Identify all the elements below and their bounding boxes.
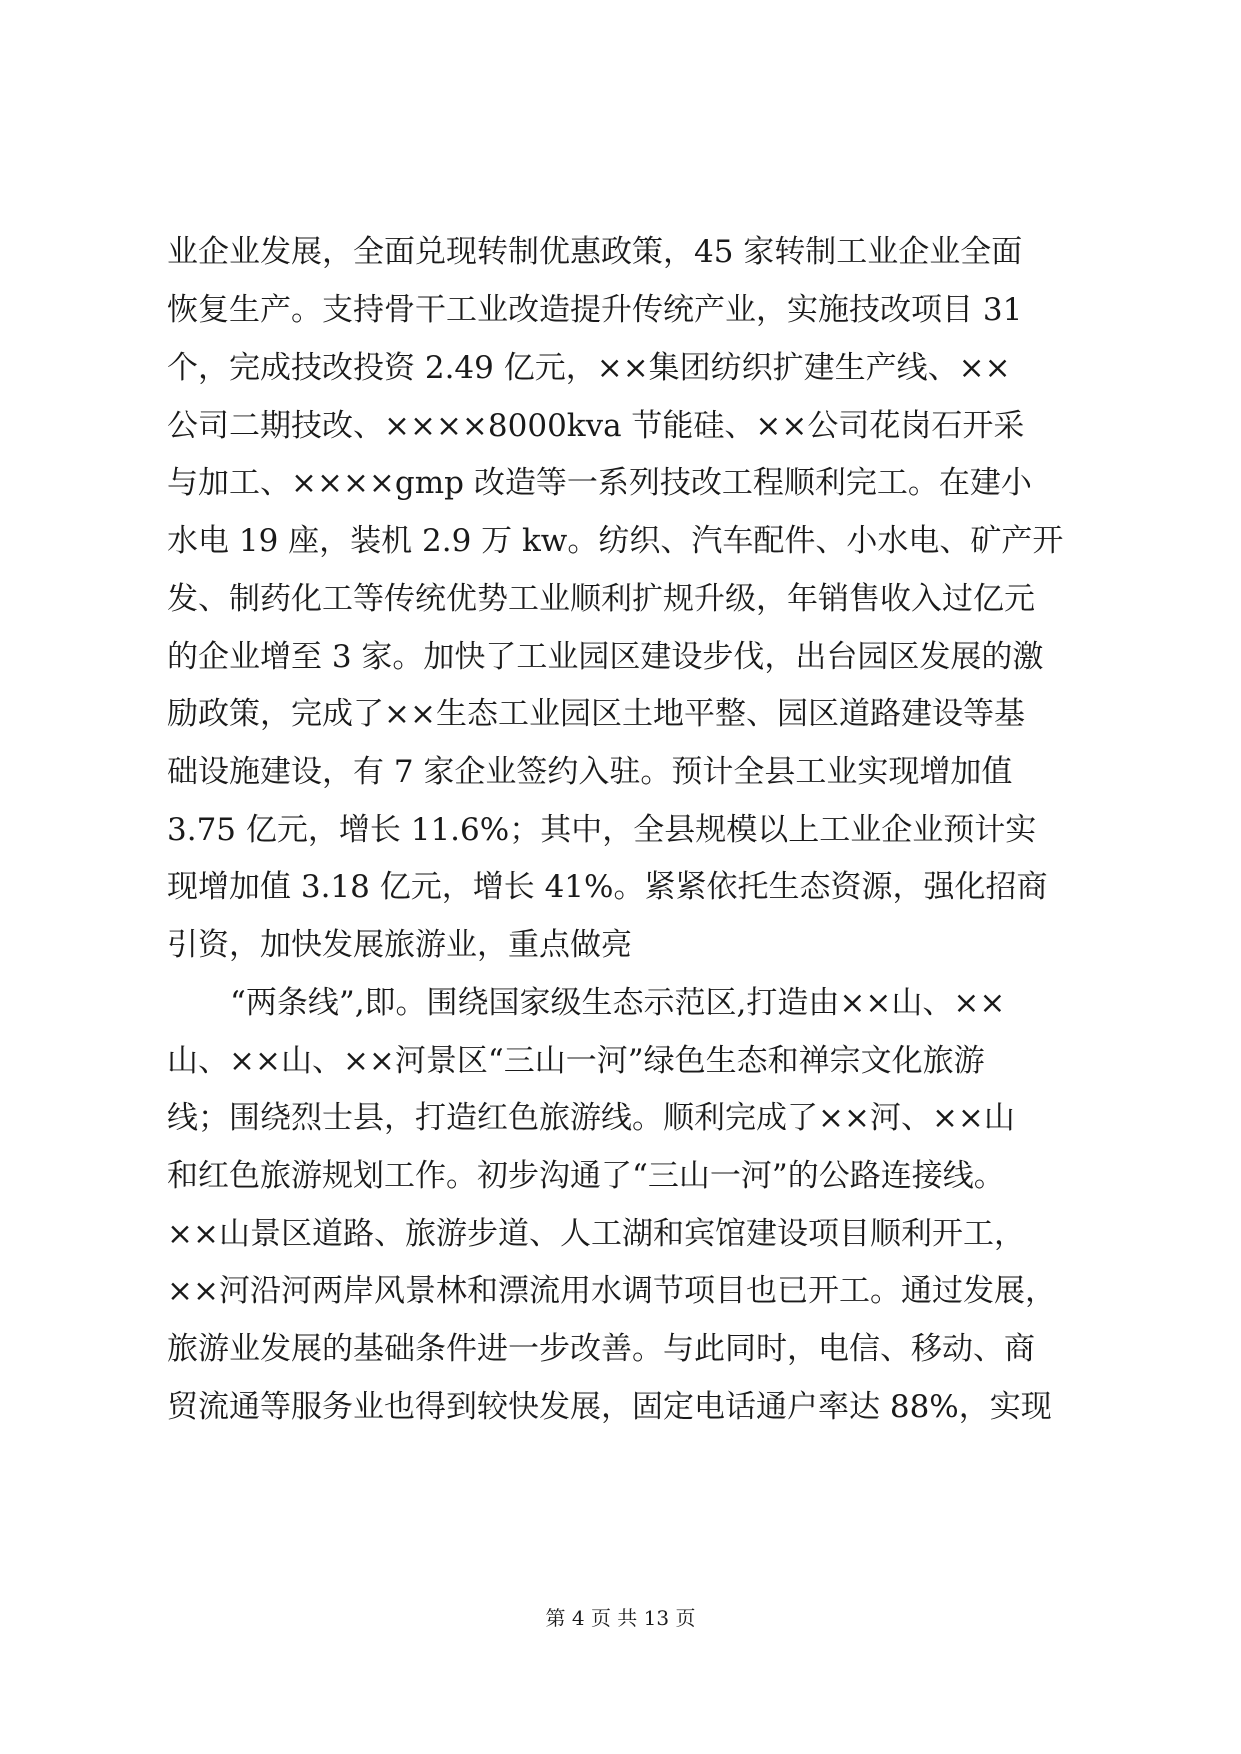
text-line: 现增加值 3.18 亿元，增长 41%。紧紧依托生态资源，强化招商 bbox=[167, 869, 1048, 905]
text-line: 个，完成技改投资 2.49 亿元，××集团纺织扩建生产线、×× bbox=[167, 350, 1011, 386]
text-line: 励政策，完成了××生态工业园区土地平整、园区道路建设等基 bbox=[167, 696, 1025, 732]
text-line: 和红色旅游规划工作。初步沟通了“三山一河”的公路连接线。 bbox=[167, 1158, 1005, 1194]
text-line: 发、制药化工等传统优势工业顺利扩规升级，年销售收入过亿元 bbox=[167, 581, 1035, 617]
text-line: 旅游业发展的基础条件进一步改善。与此同时，电信、移动、商 bbox=[167, 1331, 1035, 1367]
text-line: 线；围绕烈士县，打造红色旅游线。顺利完成了××河、××山 bbox=[167, 1100, 1015, 1136]
text-line: 公司二期技改、××××8000kva 节能硅、××公司花岗石开采 bbox=[167, 408, 1025, 444]
page-number: 第 4 页 共 13 页 bbox=[545, 1606, 696, 1630]
text-line: 业企业发展，全面兑现转制优惠政策，45 家转制工业企业全面 bbox=[167, 234, 1023, 270]
text-line: ××山景区道路、旅游步道、人工湖和宾馆建设项目顺利开工， bbox=[167, 1216, 1025, 1252]
paragraph-first-line: “两条线”,即。围绕国家级生态示范区,打造由××山、×× bbox=[230, 985, 1006, 1021]
text-line: 础设施建设，有 7 家企业签约入驻。预计全县工业实现增加值 bbox=[167, 754, 1013, 790]
text-line: 的企业增至 3 家。加快了工业园区建设步伐，出台园区发展的激 bbox=[167, 639, 1044, 675]
text-line: 与加工、××××gmp 改造等一系列技改工程顺利完工。在建小 bbox=[167, 465, 1032, 501]
text-line: 恢复生产。支持骨干工业改造提升传统产业，实施技改项目 31 bbox=[167, 292, 1023, 328]
text-line: 引资，加快发展旅游业，重点做亮 bbox=[167, 927, 632, 963]
text-line: 山、××山、××河景区“三山一河”绿色生态和禅宗文化旅游 bbox=[167, 1043, 985, 1079]
text-line: ××河沿河两岸风景林和漂流用水调节项目也已开工。通过发展， bbox=[167, 1273, 1056, 1309]
text-line: 贸流通等服务业也得到较快发展，固定电话通户率达 88%，实现 bbox=[167, 1389, 1052, 1425]
text-line: 水电 19 座，装机 2.9 万 kw。纺织、汽车配件、小水电、矿产开 bbox=[167, 523, 1064, 559]
text-line: 3.75 亿元，增长 11.6%；其中，全县规模以上工业企业预计实 bbox=[167, 812, 1037, 848]
